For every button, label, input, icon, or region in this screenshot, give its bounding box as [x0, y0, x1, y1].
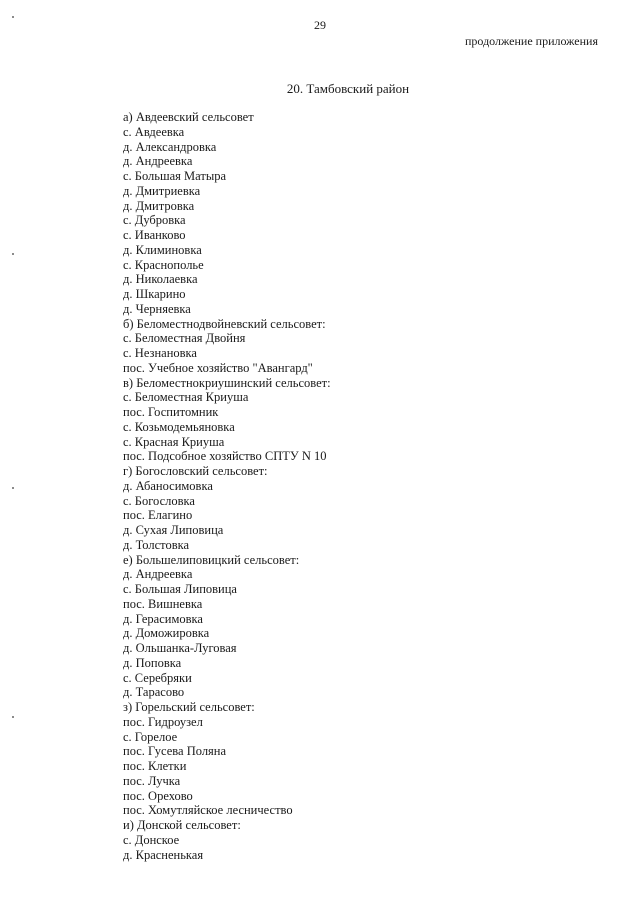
list-item: е) Большелиповицкий сельсовет:: [123, 552, 300, 567]
list-item: с. Незнановка: [123, 346, 197, 360]
list-item: д. Николаевка: [123, 272, 198, 287]
list-item: с. Козьмодемьяновка: [123, 419, 235, 434]
list-item: д. Доможировка: [123, 626, 210, 641]
list-item: г) Богословский сельсовет:: [123, 464, 268, 478]
list-item: д. Толстовка: [123, 537, 190, 552]
list-item: пос. Лучка: [123, 773, 181, 788]
list-item: пос. Орехово: [123, 788, 193, 803]
list-item: с. Серебряки: [123, 670, 192, 685]
list-item: б) Беломестнодвойневский сельсовет:: [123, 316, 326, 331]
list-item: пос. Гидроузел: [123, 714, 203, 729]
list-item: д. Поповка: [123, 655, 182, 670]
list-item: с. Большая Матыра: [123, 169, 227, 183]
list-item: пос. Госпитомник: [123, 405, 219, 419]
scan-mark: [12, 487, 14, 489]
list-item: д. Тарасово: [123, 685, 185, 700]
list-item: с. Дубровка: [123, 213, 186, 228]
continuation-note: продолжение приложения: [465, 34, 598, 48]
list-item: д. Александровка: [123, 139, 217, 154]
list-item: д. Красненькая: [123, 847, 204, 862]
list-item: пос. Клетки: [123, 759, 187, 773]
list-item: с. Богословка: [123, 493, 195, 508]
section-title: 20. Тамбовский район: [286, 81, 410, 96]
list-item: д. Климиновка: [123, 242, 202, 257]
list-item: а) Авдеевский сельсовет: [123, 110, 254, 124]
list-item: д. Дмитровка: [123, 198, 195, 213]
page-number: 29: [314, 18, 326, 32]
list-item: д. Ольшанка-Луговая: [123, 641, 237, 655]
list-item: д. Герасимовка: [123, 611, 203, 626]
list-item: пос. Вишневка: [123, 596, 203, 611]
list-item: д. Сухая Липовица: [123, 523, 224, 537]
list-item: пос. Подсобное хозяйство СПТУ N 10: [123, 449, 327, 464]
list-item: с. Большая Липовица: [123, 582, 237, 596]
list-item: с. Горелое: [123, 729, 178, 744]
list-item: с. Донское: [123, 832, 180, 847]
list-item: пос. Елагино: [123, 508, 193, 523]
list-item: с. Беломестная Двойня: [123, 331, 246, 346]
list-item: пос. Учебное хозяйство "Авангард": [123, 360, 313, 375]
list-item: д. Абаносимовка: [123, 478, 213, 493]
list-item: с. Краснополье: [123, 257, 204, 272]
list-item: и) Донской сельсовет:: [123, 818, 241, 832]
list-item: пос. Гусева Поляна: [123, 744, 227, 759]
list-item: д. Шкарино: [123, 287, 186, 301]
list-item: с. Иванково: [123, 228, 186, 242]
list-item: с. Авдеевка: [123, 124, 185, 139]
list-item: д. Андреевка: [123, 567, 193, 582]
list-item: с. Беломестная Криуша: [123, 390, 249, 405]
list-item: д. Дмитриевка: [123, 183, 201, 198]
scan-mark: [12, 716, 14, 718]
list-item: з) Горельский сельсовет:: [123, 700, 255, 714]
list-item: д. Черняевка: [123, 301, 191, 316]
settlement-list: [123, 110, 331, 862]
list-item: д. Андреевка: [123, 154, 193, 169]
list-item: с. Красная Криуша: [123, 434, 225, 449]
list-item: пос. Хомутляйское лесничество: [123, 803, 293, 818]
scan-mark: [12, 253, 14, 255]
list-item: в) Беломестнокриушинский сельсовет:: [123, 375, 331, 390]
